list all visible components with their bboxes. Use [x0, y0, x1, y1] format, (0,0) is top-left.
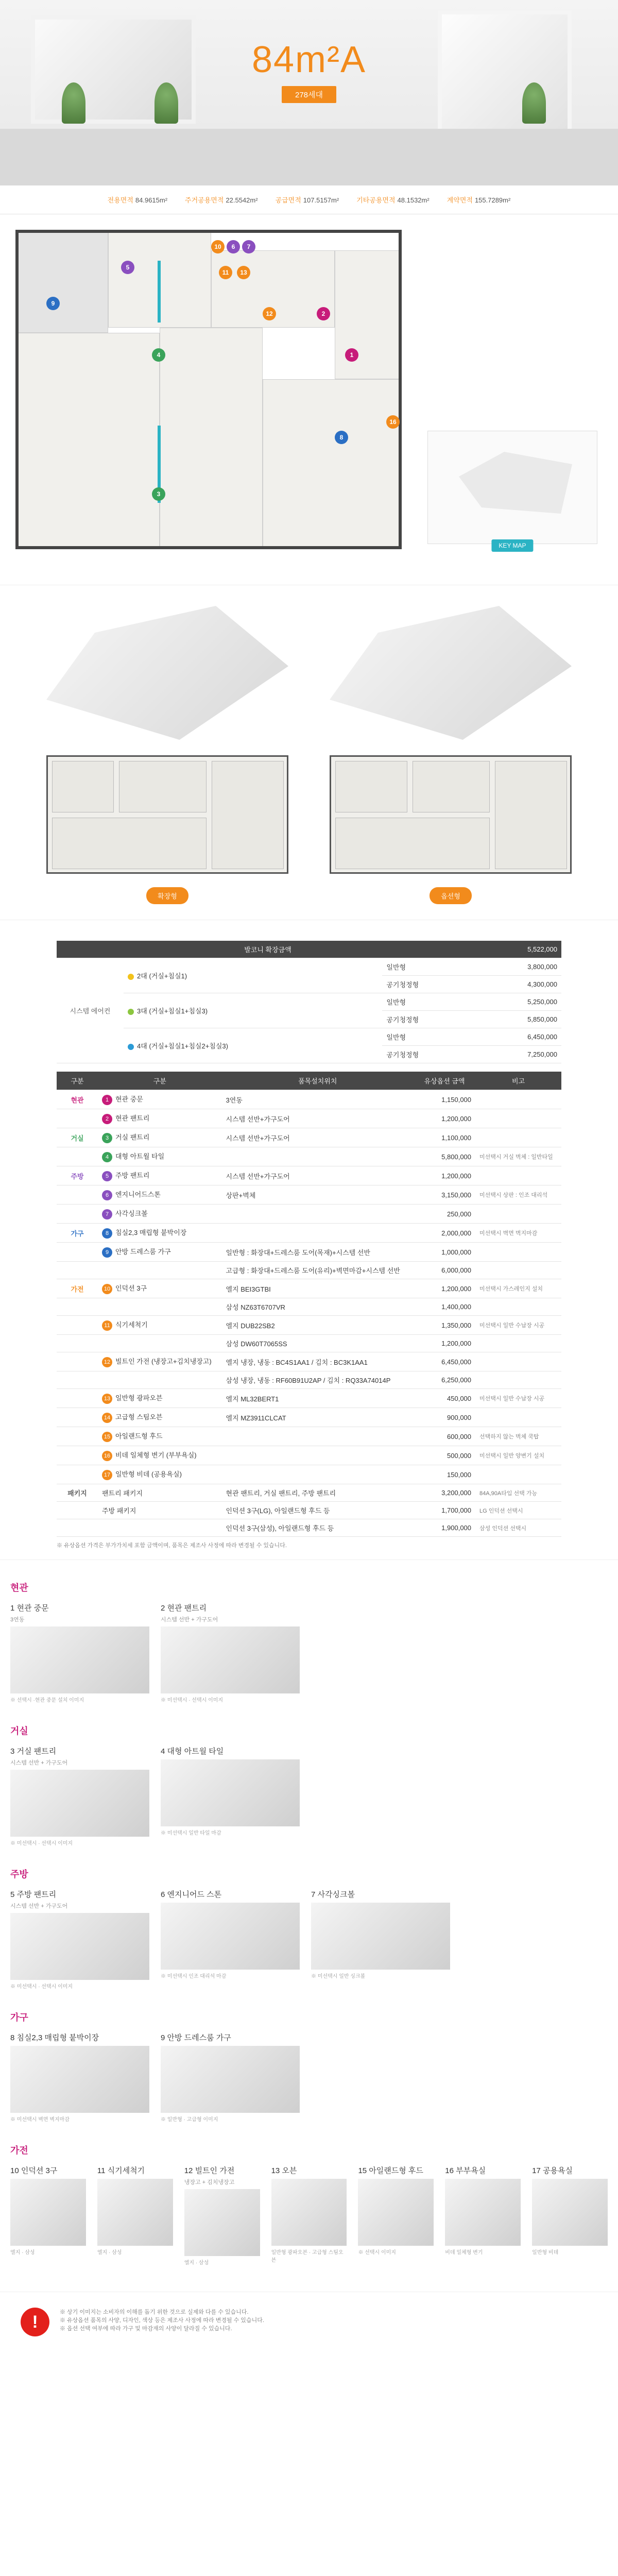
gallery-item: 10 인덕션 3구 엘지 · 삼성: [10, 2165, 86, 2266]
gallery-item: 6 엔지니어드 스톤 ※ 미선택시 인조 대리석 마감: [161, 1889, 300, 1990]
shelf: [0, 129, 618, 185]
gallery-heading: 거실: [10, 1726, 28, 1736]
option-photo: [532, 2179, 608, 2246]
plan-wall: [15, 546, 402, 549]
gallery-item: 1 현관 중문 3연동 ※ 선택시 ·현관 중문 설치 이미지: [10, 1602, 149, 1703]
key-map: [427, 431, 597, 549]
option-gallery: [0, 1560, 618, 2292]
area-item: 계약면적 155.7289m²: [447, 196, 511, 204]
table-row: 6 엔지니어드스톤 상판+벽체 3,150,000 미선택시 상판 : 인조 대리석: [57, 1185, 561, 1205]
option-price-table: 구분 구분 품목설치위치 유상옵션 금액 비고 현관 1 현관 중문 3연동 1,150,000 2 현관 팬트리 시스템 선반+가구도어 1,200,000 거실 3 거실 팬트리 시스템 선반+가구도어 1,100,000 4 대형 아트월 타일 5,800,000 미선택시 거실 벽체 : 일반타일 주방 5 주방 팬트리 시스템 선반+가구도어 1,200,000 6 엔지니어드스톤 상판+벽체 3,150,000 미선택시 상판 : 인조 대리석 7 사각싱크볼 250,000 가구 8 침실2,3 매립형 붙박이장 2,000,000 미선택시 벽면 벽지마감 9 안방 드레스룸 가구 일반형 : 화장대+드레스룸 도어(목재)+시스템 선반 1,000,000 고급형 : 화장대+드레스룸 도어(유리)+벽면마감+시스템 선반 6,000,000 가전 10 인덕션 3구 엘지 BEI3GTBI 1,200,000 미선택시 가스레인지 설치 삼성 NZ63T6707VR 1,400,000 11 식기세척기 엘지 DUB22SB2 1,350,000 미선택시 일반 수납장 시공 삼성 DW60T7065SS 1,200,000 12 빌트인 가전 (냉장고+김치냉장고) 엘지 냉장, 냉동 : BC4S1AA1 / 김치 : BC3K1AA1 6,450,000 삼성 냉장, 냉동 : RF60B91U2AP / 김치 : RQ33A74014P 6,250,000 13 일반형 광파오븐 엘지 ML32BERT1 450,000 미선택시 일반 수납장 시공 14 고급형 스팀오븐 엘지 MZ3911CLCAT 900,000 15 아일랜드형 후드 600,000 선택하지 않는 벽체 쿡탑 16 비데 일체형 변기 (부부욕실) 500,000 미선택시 일반 양변기 설치 17 일반형 비데 (공용욕실) 150,000 패키지 팬트리 패키지 현관 팬트리, 거실 팬트리, 주방 팬트리 3,200,000 84A,90A타입 선택 가능 주방 패키지 인덕션 3구(LG), 아일랜드형 후드 등 1,700,000 LG 인덕션 선택시 인덕션 3구(삼성), 아일랜드형 후드 등 1,900,000 삼성 인덕션 선택시: [57, 1072, 561, 1537]
hero: [0, 0, 618, 185]
table-note: ※ 유상옵션 가격은 부가가치세 포함 금액이며, 품목은 제조사 사정에 따라 변경될 수 있습니다.: [57, 1543, 287, 1549]
units-badge: 278세대: [282, 86, 336, 103]
option-photo: [10, 2179, 86, 2246]
key-map-label: KEY MAP: [491, 539, 533, 552]
option-photo: [311, 1903, 450, 1970]
gallery-item: 3 거실 팬트리 시스템 선반 + 가구도어 ※ 미선택시 · 선택시 이미지: [10, 1745, 149, 1846]
gallery-item: 12 빌트인 가전 냉장고 + 김치냉장고 엘지 · 삼성: [184, 2165, 260, 2266]
gallery-item: 16 부부욕실 비데 일체형 변기: [445, 2165, 521, 2266]
option-photo: [161, 1626, 300, 1693]
option-photo: [184, 2189, 260, 2256]
gallery-heading: 주방: [10, 1869, 28, 1879]
table-row: 인덕션 3구(삼성), 아일랜드형 후드 등 1,900,000 삼성 인덕션 선택시: [57, 1519, 561, 1537]
gallery-heading: 가전: [10, 2145, 28, 2156]
area-item: 공급면적 107.5157m²: [275, 196, 339, 204]
footer-notice: ! ※ 상기 이미지는 소비자의 이해를 돕기 위한 것으로 실제와 다를 수 있습니다. ※ 유상옵션 품목의 사양, 디자인, 색상 등은 제조사 사정에 따라 변경될 수 있습니다. ※ 옵션 선택 여부에 따라 가구 및 마감재의 사양이 달라질 수 있습니다.: [0, 2292, 618, 2352]
area-item: 주거공용면적 22.5542m²: [185, 196, 258, 204]
table-row: 패키지 팬트리 패키지 현관 팬트리, 거실 팬트리, 주방 팬트리 3,200,000 84A,90A타입 선택 가능: [57, 1484, 561, 1502]
area-item: 기타공용면적 48.1532m²: [356, 196, 430, 204]
floor-plan-section: [0, 214, 618, 585]
plan-room: [263, 379, 402, 549]
option-photo: [10, 1770, 149, 1837]
floor-plan: 9 5 10 6 7 11 13 12 2 1 4 3 8 16: [15, 230, 402, 549]
table-row: 주방 5 주방 팬트리 시스템 선반+가구도어 1,200,000: [57, 1166, 561, 1185]
area-item: 전용면적 84.9615m²: [107, 196, 168, 204]
gallery-row: [10, 2165, 608, 2266]
table-row: 14 고급형 스팀오븐 엘지 MZ3911CLCAT 900,000: [57, 1408, 561, 1427]
table-row: 가구 8 침실2,3 매립형 붙박이장 2,000,000 미선택시 벽면 벽지마감: [57, 1224, 561, 1243]
table-row: 주방 패키지 인덕션 3구(LG), 아일랜드형 후드 등 1,700,000 LG 인덕션 선택시: [57, 1502, 561, 1519]
table-row: 16 비데 일체형 변기 (부부욕실) 500,000 미선택시 일반 양변기 설치: [57, 1446, 561, 1465]
table-row: 삼성 DW60T7065SS 1,200,000: [57, 1335, 561, 1352]
table-row: 2 현관 팬트리 시스템 선반+가구도어 1,200,000: [57, 1109, 561, 1128]
table-row: 삼성 냉장, 냉동 : RF60B91U2AP / 김치 : RQ33A74014P 6,250,000: [57, 1371, 561, 1389]
plan-wall: [15, 230, 19, 549]
page-title: 84m²A: [251, 39, 367, 80]
plan-room: [335, 250, 402, 379]
plan-room: [160, 328, 263, 549]
site-map: [459, 452, 572, 514]
option-photo: [97, 2179, 173, 2246]
gallery-item: 15 아일랜드형 후드 ※ 선택시 이미지: [358, 2165, 434, 2266]
gallery-item: 5 주방 팬트리 시스템 선반 + 가구도어 ※ 미선택시 · 선택시 이미지: [10, 1889, 149, 1990]
option-photo: [445, 2179, 521, 2246]
table-row: 11 식기세척기 엘지 DUB22SB2 1,350,000 미선택시 일반 수납장 시공: [57, 1316, 561, 1335]
plan-room: [15, 333, 160, 549]
plan-highlight: [158, 261, 161, 323]
area-bar: [0, 185, 618, 214]
gallery-item: 17 공용욕실 일반형 비데: [532, 2165, 608, 2266]
price-tables: [0, 920, 618, 1560]
option-photo: [271, 2179, 347, 2246]
expanded-type-button[interactable]: 확장형: [146, 887, 188, 904]
isometric-section: [0, 585, 618, 920]
warning-icon: !: [21, 2308, 49, 2336]
gallery-row: [10, 1889, 608, 1990]
table-row: 13 일반형 광파오븐 엘지 ML32BERT1 450,000 미선택시 일반 수납장 시공: [57, 1389, 561, 1408]
option-photo: [10, 1913, 149, 1980]
plan-wall: [15, 230, 402, 233]
plan-wall: [399, 230, 402, 549]
gallery-item: 8 침실2,3 매립형 붙박이장 ※ 미선택시 벽면 벽지마감: [10, 2032, 149, 2123]
system-aircon-table: 발코니 확장금액 5,522,000 시스템 에어컨 2대 (거실+침실1) 일반형 3,800,000 공기청정형 4,300,000 3대 (거실+침실1+침실3) 일반형 5,250,000 공기청정형 5,850,000 4대 (거실+침실1+침실2+침실3) 일반형 6,450,000 공기청정형 7,250,000: [57, 941, 561, 1063]
table-row: 17 일반형 비데 (공용욕실) 150,000: [57, 1465, 561, 1484]
table-row: 고급형 : 화장대+드레스룸 도어(유리)+벽면마감+시스템 선반 6,000,000: [57, 1262, 561, 1279]
table-row: 삼성 NZ63T6707VR 1,400,000: [57, 1298, 561, 1316]
table-row: 9 안방 드레스룸 가구 일반형 : 화장대+드레스룸 도어(목재)+시스템 선반 1,000,000: [57, 1243, 561, 1262]
isometric-view: [330, 606, 572, 740]
gallery-heading: 현관: [10, 1583, 28, 1593]
gallery-item: 7 사각싱크볼 ※ 미선택시 일반 싱크볼: [311, 1889, 450, 1990]
iso-card: [46, 606, 288, 904]
option-photo: [161, 2046, 300, 2113]
gallery-item: 11 식기세척기 엘지 · 삼성: [97, 2165, 173, 2266]
gallery-row: [10, 1602, 608, 1703]
table-row: 현관 1 현관 중문 3연동 1,150,000: [57, 1090, 561, 1109]
option-type-button[interactable]: 옵션형: [430, 887, 472, 904]
option-photo: [161, 1759, 300, 1826]
iso-card: [330, 606, 572, 904]
flat-plan: [330, 755, 572, 874]
table-row: 거실 3 거실 팬트리 시스템 선반+가구도어 1,100,000: [57, 1128, 561, 1147]
gallery-heading: 가구: [10, 2012, 28, 2023]
gallery-item: 4 대형 아트월 타일 ※ 미선택시 일반 타일 마감: [161, 1745, 300, 1846]
gallery-row: [10, 1745, 608, 1846]
option-photo: [161, 1903, 300, 1970]
gallery-item: 13 오븐 일반형 광파오븐 · 고급형 스팀오븐: [271, 2165, 347, 2266]
table-row: 15 아일랜드형 후드 600,000 선택하지 않는 벽체 쿡탑: [57, 1427, 561, 1446]
gallery-item: 2 현관 팬트리 시스템 선반 + 가구도어 ※ 미선택시 · 선택시 이미지: [161, 1602, 300, 1703]
gallery-row: [10, 2032, 608, 2123]
table-row: 12 빌트인 가전 (냉장고+김치냉장고) 엘지 냉장, 냉동 : BC4S1AA1 / 김치 : BC3K1AA1 6,450,000: [57, 1352, 561, 1371]
flat-plan: [46, 755, 288, 874]
table-row: 가전 10 인덕션 3구 엘지 BEI3GTBI 1,200,000 미선택시 가스레인지 설치: [57, 1279, 561, 1298]
isometric-view: [46, 606, 288, 740]
option-photo: [10, 2046, 149, 2113]
option-photo: [10, 1626, 149, 1693]
table-row: 7 사각싱크볼 250,000: [57, 1205, 561, 1224]
option-photo: [358, 2179, 434, 2246]
table-row: 4 대형 아트월 타일 5,800,000 미선택시 거실 벽체 : 일반타일: [57, 1147, 561, 1166]
gallery-item: 9 안방 드레스룸 가구 ※ 일반형 · 고급형 이미지: [161, 2032, 300, 2123]
plan-room: [15, 230, 108, 333]
